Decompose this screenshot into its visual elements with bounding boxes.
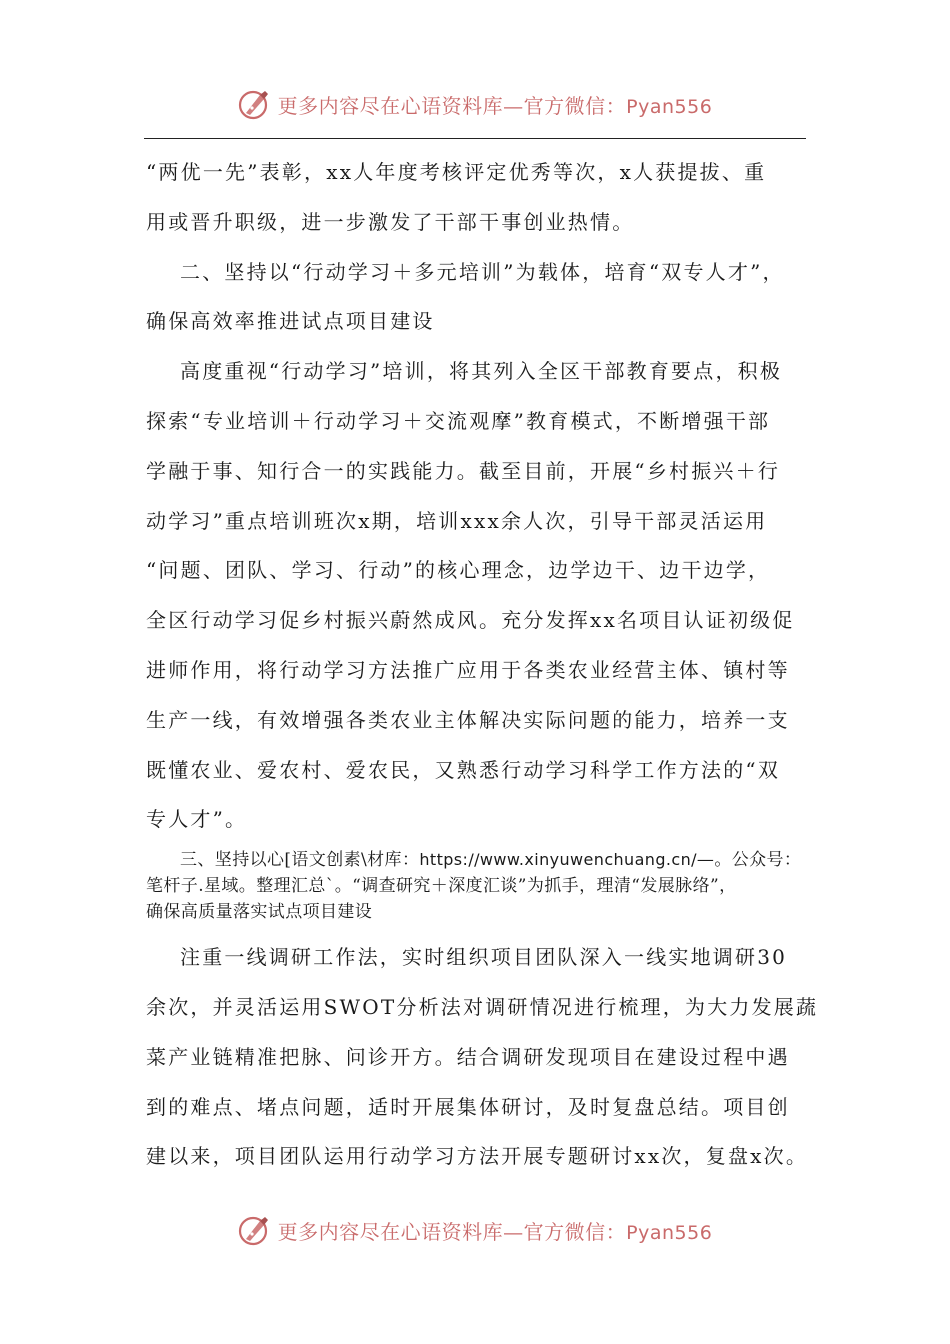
body-line: 探索“专业培训＋行动学习＋交流观摩”教育模式，不断增强干部 — [146, 408, 771, 433]
footer-banner — [238, 1213, 713, 1247]
section-heading-cont: 确保高效率推进试点项目建设 — [146, 309, 435, 334]
body-line: 进师作用，将行动学习方法推广应用于各类农业经营主体、镇村等 — [146, 657, 790, 682]
body-line: 用或晋升职级，进一步激发了干部干事创业热情。 — [146, 209, 635, 234]
body-line: 学融于事、知行合一的实践能力。截至目前，开展“乡村振兴＋行 — [146, 458, 781, 483]
page-footer — [0, 1208, 950, 1252]
body-line: 高度重视“行动学习”培训，将其列入全区干部教育要点，积极 — [180, 359, 783, 384]
body-line: 注重一线调研工作法，实时组织项目团队深入一线实地调研30 — [180, 945, 788, 970]
header-banner-text — [278, 90, 713, 119]
body-line: 既懂农业、爱农村、爱农民，又熟悉行动学习科学工作方法的“双 — [146, 757, 781, 782]
banner-handle: Pyan556 — [626, 95, 713, 118]
body-line: “问题、团队、学习、行动”的核心理念，边学边干、边干边学， — [146, 558, 771, 583]
section-three-line-3: 确保高质量落实试点项目建设 — [146, 902, 373, 923]
body-line: 菜产业链精准把脉、问诊开方。结合调研发现项目在建设过程中遇 — [146, 1044, 790, 1069]
body-line: 生产一线，有效增强各类农业主体解决实际问题的能力，培养一支 — [146, 707, 790, 732]
banner-main-text: 更多内容尽在心语资料库—官方微信： — [277, 1219, 627, 1244]
section-three-line-1 — [146, 847, 814, 873]
banner-main-text: 更多内容尽在心语资料库—官方微信： — [277, 93, 627, 118]
pen-nib-circle-icon — [238, 1213, 272, 1247]
section-three-line-2: 笔杆子.星域。整理汇总`。“调查研究＋深度汇谈”为抓手，理清“发展脉络”， — [146, 876, 737, 897]
body-line: “两优一先”表彰，xx人年度考核评定优秀等次，x人获提拔、重 — [146, 160, 767, 184]
page-header — [0, 82, 950, 126]
banner-handle: Pyan556 — [626, 1221, 713, 1244]
source-url-link[interactable]: https://www.xinyuwenchuang.cn/ — [419, 850, 697, 870]
section-three-heading — [146, 847, 814, 925]
footer-banner-text — [278, 1216, 713, 1245]
body-line: 余次，并灵活运用SWOT分析法对调研情况进行梳理，为大力发展蔬 — [146, 994, 819, 1019]
body-line: 建以来，项目团队运用行动学习方法开展专题研讨xx次，复盘x次。 — [146, 1144, 809, 1169]
header-divider — [144, 138, 806, 139]
section-three-prefix: 三、坚持以心[语文创素\材库： — [180, 850, 420, 871]
body-line: 全区行动学习促乡村振兴蔚然成风。充分发挥xx名项目认证初级促 — [146, 608, 795, 633]
section-three-suffix: —。公众号： — [696, 850, 802, 871]
document-body — [146, 148, 819, 1182]
pen-nib-circle-icon — [238, 87, 272, 121]
section-heading: 二、坚持以“行动学习＋多元培训”为载体，培育“双专人才”， — [180, 259, 785, 284]
body-line: 到的难点、堵点问题，适时开展集体研讨，及时复盘总结。项目创 — [146, 1094, 790, 1119]
body-line: 专人才”。 — [146, 807, 248, 832]
header-banner — [238, 87, 713, 121]
body-line: 动学习”重点培训班次x期，培训xxx余人次，引导干部灵活运用 — [146, 508, 768, 533]
